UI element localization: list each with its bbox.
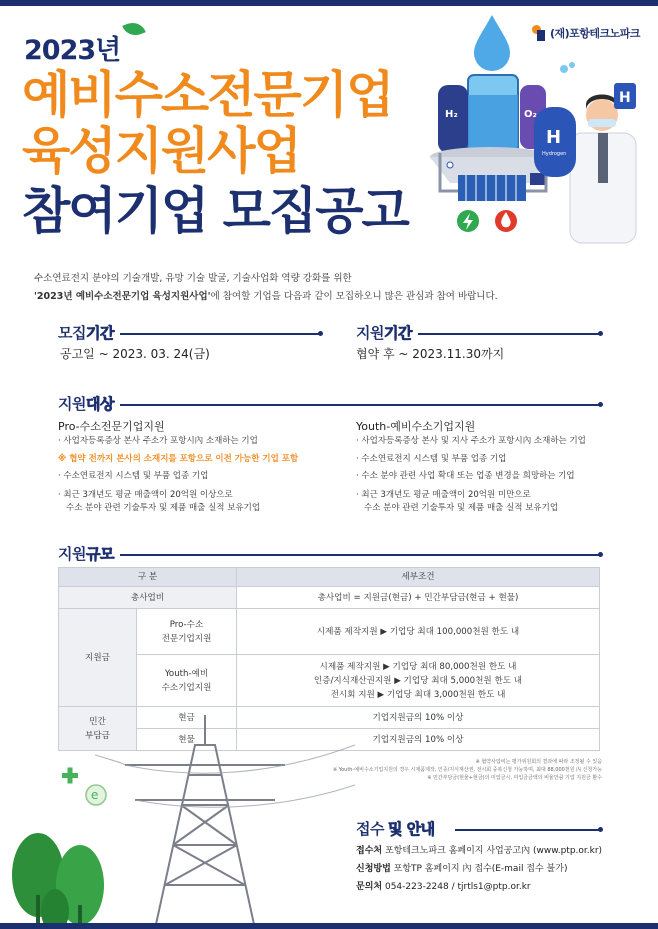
target-heading-b: 대상 xyxy=(85,395,114,413)
table-cell: 현금 xyxy=(137,707,237,729)
ptp-logo-text: (재)포항테크노파크 xyxy=(550,27,641,40)
table-cell: 총사업비 = 지원금(현금) + 민간부담금(현금 + 현물) xyxy=(237,587,600,609)
recruit-period-rule-dot xyxy=(318,331,323,336)
pro-target-list xyxy=(58,433,298,515)
table-row xyxy=(59,568,600,587)
scale-heading xyxy=(58,543,114,564)
o2-tank-label: O₂ xyxy=(524,109,537,120)
recruit-period-rule xyxy=(120,333,320,335)
top-bar xyxy=(0,0,658,6)
table-cell-line: 전시회 지원 ▶ 기업당 최대 3,000천원 한도 내 xyxy=(330,689,506,700)
target-heading xyxy=(58,393,114,414)
contact-value: 054-223-2248 / tjrtls1@ptp.or.kr xyxy=(384,882,531,892)
contact-line-inquiry xyxy=(356,878,602,896)
contact-label: 신청방법 xyxy=(356,864,391,874)
target-rule xyxy=(120,404,600,406)
title-line-2: 육성지원사업 xyxy=(22,122,300,180)
table-cell-line: Youth-예비 xyxy=(164,668,209,679)
support-period-text: 협약 후 ~ 2023.11.30까지 xyxy=(356,347,505,361)
footnote: ※ 민간부담금(현물+현금)의 미입금시, 미입금금액의 비율만큼 기업 지원금 환수 xyxy=(427,775,602,781)
recruit-period-heading-a: 모집 xyxy=(58,324,86,342)
table-cell: 기업지원금의 10% 이상 xyxy=(237,729,600,751)
intro-text xyxy=(34,270,498,306)
scale-heading-b: 규모 xyxy=(85,545,114,563)
cylinder-label: H xyxy=(546,127,562,148)
hydrogen-illustration xyxy=(430,15,658,250)
pro-target-item: · 수소연료전지 시스템 및 부품 업종 기업 xyxy=(58,471,209,481)
intro-line-2 xyxy=(34,288,498,306)
plus-icon xyxy=(62,768,78,784)
contact-rule-dot xyxy=(598,827,603,832)
table-cell xyxy=(237,655,600,707)
youth-target-item: · 수소연료전지 시스템 및 부품 업종 기업 xyxy=(356,453,507,464)
title-line-1: 예비수소전문기업 xyxy=(22,66,393,124)
contact-line-method xyxy=(356,860,602,878)
support-period-heading xyxy=(356,322,412,343)
table-cell-line: 시제품 제작지원 ▶ 기업당 최대 80,000천원 한도 내 xyxy=(319,661,517,672)
table-cell: 지원금 xyxy=(59,609,137,707)
contact-line-reception xyxy=(356,842,602,860)
water-drop-icon xyxy=(474,15,510,71)
table-row xyxy=(59,655,600,707)
contact-heading-b: 및 안내 xyxy=(387,820,435,838)
svg-text:e: e xyxy=(91,788,99,802)
table-row xyxy=(59,587,600,609)
scale-heading-a: 지원 xyxy=(58,545,86,563)
support-period-rule xyxy=(418,333,600,335)
cylinder-sub-label: Hydrogen xyxy=(542,151,567,157)
table-cell-line: 수소기업지원 xyxy=(161,682,212,693)
youth-target-item: · 사업자등록증상 본사 및 지사 주소가 포항시內 소재하는 기업 xyxy=(356,436,586,446)
table-cell-line: 민간 xyxy=(89,716,106,727)
contact-value: 포항테크노파크 홈페이지 사업공고內 (www.ptp.or.kr) xyxy=(384,846,603,856)
table-cell: 기업지원금의 10% 이상 xyxy=(237,707,600,729)
leaf-icon xyxy=(122,19,146,39)
table-cell-line: 전문기업지원 xyxy=(161,633,212,644)
year-label: 2023년 xyxy=(24,35,121,66)
contact-label: 문의처 xyxy=(356,882,383,892)
pro-target-item: · 사업자등록증상 본사 주소가 포항시內 소재하는 기업 xyxy=(58,436,258,446)
table-cell-line: 부담금 xyxy=(85,730,110,741)
recruit-period-heading-b: 기간 xyxy=(85,324,114,342)
recruit-period-heading xyxy=(58,322,114,343)
table-cell: 현물 xyxy=(137,729,237,751)
sign-label: H xyxy=(619,90,631,106)
table-header-detail: 세부조건 xyxy=(237,568,600,587)
contact-heading xyxy=(356,818,435,839)
youth-target-item: · 최근 3개년도 평균 매출액이 20억원 미만으로 xyxy=(356,489,531,500)
h2-tank-label: H₂ xyxy=(445,109,458,120)
pro-target-title: Pro-수소전문기업지원 xyxy=(58,420,165,433)
table-cell: 총사업비 xyxy=(59,587,237,609)
youth-target-title: Youth-예비수소기업지원 xyxy=(356,420,476,433)
table-cell-line: Pro-수소 xyxy=(169,619,204,630)
scale-rule xyxy=(120,554,600,556)
target-heading-a: 지원 xyxy=(58,395,86,413)
youth-target-list xyxy=(356,433,586,515)
youth-target-item-cont: 수소 분야 관련 기술투자 및 제품 매출 실적 보유기업 xyxy=(364,502,559,513)
support-period-rule-dot xyxy=(598,331,603,336)
pro-target-item-cont: 수소 분야 관련 기술투자 및 제품 매출 실적 보유기업 xyxy=(66,502,261,513)
contact-label: 접수처 xyxy=(356,846,383,856)
footnote: ※ Youth-예비수소기업지원의 경우 시제품제작, 인증/지식재산권, 전시회 중복신청 가능하며, 최대 88,000천원 內 신청가능 xyxy=(332,767,602,773)
pro-target-note: ※ 협약 전까지 본사의 소재지를 포항으로 이전 가능한 기업 포함 xyxy=(58,453,299,464)
table-cell: 시제품 제작지원 ▶ 기업당 최대 100,000천원 한도 내 xyxy=(237,609,600,655)
bottom-bar xyxy=(0,923,658,929)
support-period-heading-a: 지원 xyxy=(356,324,384,342)
pro-target-item: · 최근 3개년도 평균 매출액이 20억원 이상으로 xyxy=(58,489,233,500)
table-row xyxy=(59,609,600,655)
target-rule-dot xyxy=(598,402,603,407)
intro-line-1: 수소연료전지 분야의 기술개발, 유망 기술 발굴, 기술사업화 역량 강화를 위한 xyxy=(34,273,352,284)
contact-value: 포항TP 홈페이지 內 접수(E-mail 접수 불가) xyxy=(393,864,568,874)
title-line-3: 참여기업 모집공고 xyxy=(22,182,408,240)
recruit-period-text: 공고일 ~ 2023. 03. 24(금) xyxy=(60,347,210,361)
support-period-heading-b: 기간 xyxy=(383,324,412,342)
intro-line-2-rest: 에 참여할 기업을 다음과 같이 모집하오니 많은 관심과 참여 바랍니다. xyxy=(210,291,498,302)
power-tower-decoration xyxy=(95,705,355,929)
contact-heading-a: 접수 xyxy=(356,820,384,838)
contact-rule xyxy=(455,829,600,831)
table-cell-line: 인증/지식재산권지원 ▶ 기업당 최대 5,000천원 한도 내 xyxy=(313,675,523,686)
table-cell xyxy=(137,655,237,707)
youth-target-item: · 수소 분야 관련 사업 확대 또는 업종 변경을 희망하는 기업 xyxy=(356,471,575,481)
intro-project-name: '2023년 예비수소전문기업 육성지원사업' xyxy=(34,291,211,302)
footnote: ※ 협약사업비는 평가위원회의 결과에 따라 조정될 수 있음 xyxy=(475,759,602,765)
contact-info xyxy=(356,842,602,896)
table-header-category: 구 분 xyxy=(59,568,237,587)
table-cell xyxy=(137,609,237,655)
scale-rule-dot xyxy=(598,552,603,557)
